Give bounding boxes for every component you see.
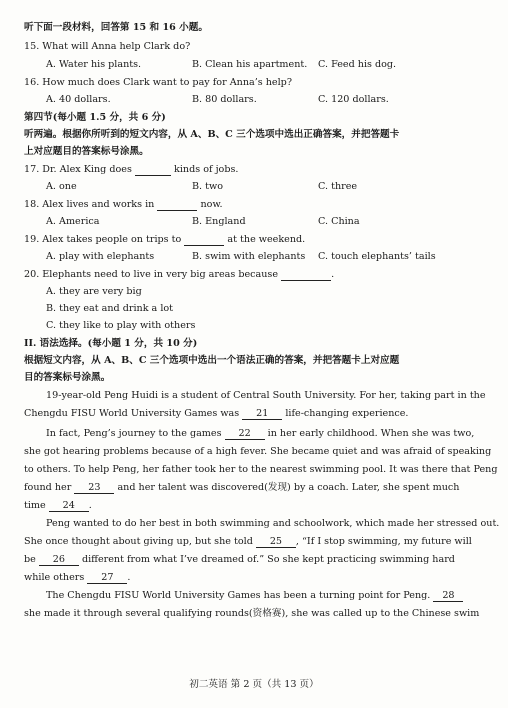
question-15-option-c: C. Feed his dog. bbox=[318, 59, 397, 70]
question-16-option-b: B. 80 dollars. bbox=[192, 94, 257, 105]
section-4-instruction-line1: 听两遍。根据你所听到的短文内容，从 A、B、C 三个选项中选出正确答案，并把答题卡 bbox=[24, 129, 400, 140]
blank-23: 23 bbox=[74, 483, 114, 494]
blank-21: 21 bbox=[242, 409, 282, 420]
question-19-stem-pre: 19. Alex takes people on trips to bbox=[24, 234, 182, 245]
passage-text: Chengdu FISU World University Games was bbox=[24, 408, 240, 419]
question-20-stem-post: . bbox=[331, 269, 335, 280]
passage-text: life-changing experience. bbox=[285, 408, 409, 419]
question-17-option-b: B. two bbox=[192, 181, 223, 192]
section-2-instruction-line1: 根据短文内容，从 A、B、C 三个选项中选出一个语法正确的答案，并把答题卡上对应题 bbox=[24, 355, 400, 366]
passage-p1-line1: 19-year-old Peng Huidi is a student of Central South University. For her, taking part in the bbox=[46, 390, 486, 401]
section-4-instruction-line2: 上对应题目的答案标号涂黑。 bbox=[24, 146, 149, 157]
passage-p2-line4 bbox=[24, 482, 460, 494]
passage-text: in her early childhood. When she was two, bbox=[267, 428, 475, 439]
question-17-stem-post: kinds of jobs. bbox=[174, 164, 239, 175]
question-19-option-c: C. touch elephants’ tails bbox=[318, 251, 436, 262]
blank-28: 28 bbox=[433, 591, 463, 602]
passage-p3-line2 bbox=[24, 536, 472, 548]
question-20-option-a: A. they are very big bbox=[46, 286, 142, 297]
passage-text: . bbox=[127, 572, 131, 583]
question-20-stem-pre: 20. Elephants need to live in very big areas because bbox=[24, 269, 279, 280]
question-20-option-b: B. they eat and drink a lot bbox=[46, 303, 174, 314]
blank-27: 27 bbox=[87, 573, 127, 584]
page-footer: 初二英语 第 2 页（共 13 页） bbox=[189, 679, 319, 690]
passage-text: and her talent was discovered(发现) by a coach. Later, she spent much bbox=[117, 482, 460, 493]
question-17-stem-pre: 17. Dr. Alex King does bbox=[24, 164, 132, 175]
question-16-option-c: C. 120 dollars. bbox=[318, 94, 389, 105]
blank-24: 24 bbox=[49, 501, 89, 512]
question-20-blank bbox=[281, 270, 331, 281]
passage-p2-line2: she got hearing problems because of a high fever. She became quiet and was afraid of speaking bbox=[24, 446, 492, 457]
question-17-blank bbox=[135, 165, 171, 176]
question-19-stem bbox=[24, 234, 305, 246]
question-19-stem-post: at the weekend. bbox=[227, 234, 306, 245]
passage-p4-line1 bbox=[46, 590, 463, 602]
blank-25: 25 bbox=[256, 537, 296, 548]
passage-p2-line3: to others. To help Peng, her father took her to the nearest swimming pool. It was there that Peng bbox=[24, 464, 498, 475]
question-18-blank bbox=[157, 200, 197, 211]
passage-p4-line2: she made it through several qualifying rounds(资格赛), she was called up to the Chinese swim bbox=[24, 608, 480, 619]
question-15-option-a: A. Water his plants. bbox=[46, 59, 142, 70]
question-17-option-a: A. one bbox=[46, 181, 77, 192]
listening-intro-15-16: 听下面一段材料，回答第 15 和 16 小题。 bbox=[24, 22, 208, 33]
section-2-title: II. 语法选择。(每小题 1 分，共 10 分) bbox=[24, 338, 198, 349]
passage-p2-line5 bbox=[24, 500, 92, 512]
passage-p3-line3 bbox=[24, 554, 455, 566]
passage-text: be bbox=[24, 554, 36, 565]
passage-p1-line2 bbox=[24, 408, 408, 420]
passage-p2-line1 bbox=[46, 428, 474, 440]
passage-text: found her bbox=[24, 482, 72, 493]
passage-text: while others bbox=[24, 572, 85, 583]
question-18-option-b: B. England bbox=[192, 216, 246, 227]
section-2-instruction-line2: 目的答案标号涂黑。 bbox=[24, 372, 111, 383]
question-15-option-b: B. Clean his apartment. bbox=[192, 59, 308, 70]
question-18-stem bbox=[24, 199, 223, 211]
question-19-option-b: B. swim with elephants bbox=[192, 251, 306, 262]
passage-p3-line1: Peng wanted to do her best in both swimming and schoolwork, which made her stressed out. bbox=[46, 518, 500, 529]
question-15-stem: 15. What will Anna help Clark do? bbox=[24, 41, 191, 52]
passage-text: The Chengdu FISU World University Games has been a turning point for Peng. bbox=[46, 590, 431, 601]
blank-26: 26 bbox=[39, 555, 79, 566]
question-20-option-c: C. they like to play with others bbox=[46, 320, 196, 331]
question-20-stem bbox=[24, 269, 334, 281]
question-19-blank bbox=[184, 235, 224, 246]
blank-22: 22 bbox=[225, 429, 265, 440]
passage-text: In fact, Peng’s journey to the games bbox=[46, 428, 222, 439]
question-18-option-c: C. China bbox=[318, 216, 360, 227]
question-18-stem-post: now. bbox=[200, 199, 223, 210]
passage-text: different from what I’ve dreamed of.” So she kept practicing swimming hard bbox=[81, 554, 455, 565]
passage-text: . bbox=[88, 500, 92, 511]
question-17-option-c: C. three bbox=[318, 181, 358, 192]
passage-text: She once thought about giving up, but she told bbox=[24, 536, 253, 547]
question-17-stem bbox=[24, 164, 238, 176]
passage-text: , “If I stop swimming, my future will bbox=[295, 536, 472, 547]
question-18-option-a: A. America bbox=[46, 216, 100, 227]
question-19-option-a: A. play with elephants bbox=[46, 251, 155, 262]
section-4-title: 第四节(每小题 1.5 分，共 6 分) bbox=[24, 112, 166, 123]
question-16-stem: 16. How much does Clark want to pay for Anna’s help? bbox=[24, 77, 292, 88]
question-18-stem-pre: 18. Alex lives and works in bbox=[24, 199, 155, 210]
passage-text: time bbox=[24, 500, 46, 511]
question-16-option-a: A. 40 dollars. bbox=[46, 94, 111, 105]
passage-p3-line4 bbox=[24, 572, 130, 584]
